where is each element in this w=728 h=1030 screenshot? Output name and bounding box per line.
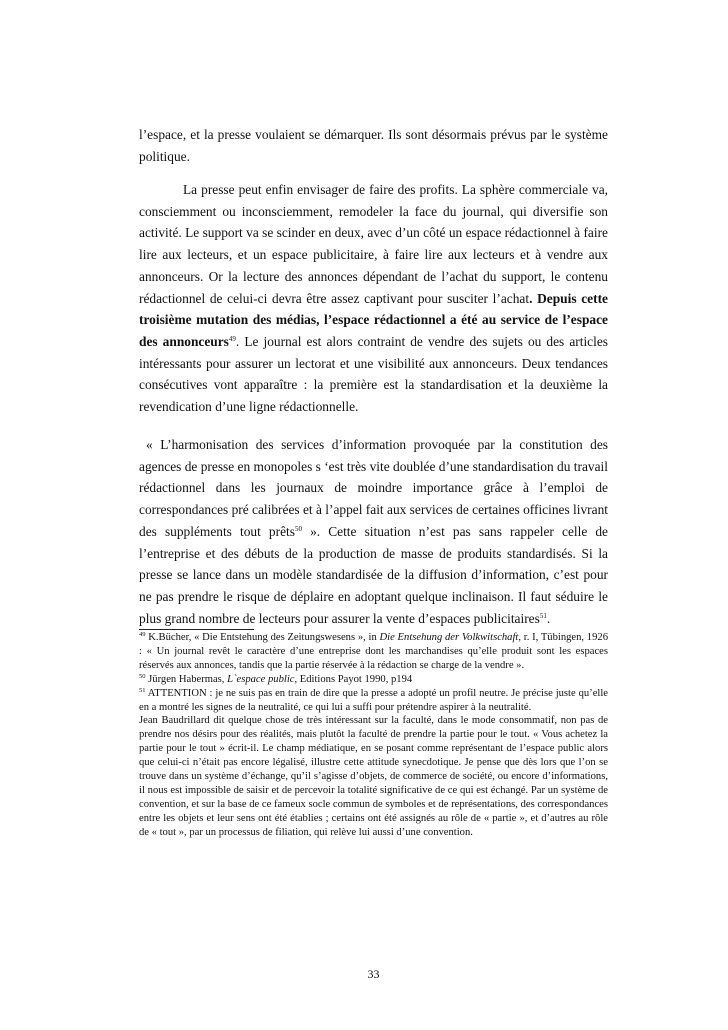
footnote-ref-50: 50 [294,524,302,533]
footnote-50-rest: , Editions Payot 1990, p194 [294,673,413,685]
footnote-51-continued: Jean Baudrillard dit quelque chose de très intéressant sur la faculté, dans le mode consommatif, non pas de prendre nos désirs pour des réalités, mais plutôt la faculté de prendre la partie pour le tout. « Vous achetez la partie pour le tout » écrit-il. Le champ médiatique, en se posant comme représentant de l’espace public alors que celui-ci n’était pas encore légalisé, illustre cette attitude synecdotique. Je pense que dès lors que l’on se trouve dans un système d’échange, qu’il s’agisse d’objets, de commerce de société, ou encore d’informations, il nous est impossible de saisir et de percevoir la totalité significative de ce qui est échangé. Par un système de convention, et sur la base de ce fameux socle commun de symboles et de représentations, des correspondances entre les objets et leur sens ont été établies ; certains ont été assignés au rôle de « partie », et d’autres au rôle de « tout », par un processus de filiation, qui relève lui aussi d’une convention. [139,715,608,838]
paragraph-3 [139,434,608,629]
footnote-49-title: Die Entsehung der Volkwitschaft [379,632,519,643]
paragraph-1: l’espace, et la presse voulaient se démarquer. Ils sont désormais prévus par le système politique. [139,127,608,164]
footnote-49-rest: , r. I, Tübingen, 1926 : « Un journal revêt le caractère d’une entreprise dont les marchandises qu’elle produit sont les espaces réservés aux annonces, tandis que la partie réservée à la rédaction se charge de la vendre ». [139,632,608,671]
footnote-51-number: 51 [139,686,146,694]
footnote-50-title: L`espace public [227,673,295,685]
footnote-separator [139,629,254,630]
footnote-51-text: ATTENTION : je ne suis pas en train de dire que la presse a adopté un profil neutre. Je précise juste qu’elle en a montré les signes de la neutralité, ce qui lui a suffi pour prétendre aspirer à la neutralité. [139,687,608,713]
paragraph-2 [139,179,608,418]
footnote-50-text: Jürgen Habermas, [145,673,228,685]
page-number: 33 [367,967,380,981]
paragraph-2-after: . Le journal est alors contraint de vendre des sujets ou des articles intéressants pour assurer un lectorat et une visibilité aux annonceurs. Deux tendances consécutives vont apparaître : la première est la standardisation et la deuxième la revendication d’une ligne rédactionnelle. [139,333,608,415]
footnote-49-number: 49 [139,631,146,638]
paragraph-3-end: . [546,610,551,626]
footnote-ref-51: 51 [539,611,547,620]
footnote-ref-49: 49 [228,334,236,343]
paragraph-3-middle: ». Cette situation n’est pas sans rappeler celle de l’entreprise et des débuts de la production de masse de produits standardisés. Si la presse se lance dans un modèle standardisée de la diffusion d’information, c’est pour ne pas prendre le risque de déplaire en adoptant quelque inclinaison. Il faut séduire le plus grand nombre de lecteurs pour assurer la vente d’espaces publicitaires [139,523,609,626]
footnote-50 [139,673,608,687]
paragraph-2-text: La presse peut enfin envisager de faire des profits. La sphère commerciale va, consciemment ou inconsciemment, remodeler la face du journal, qui diversifie son activité. Le support va se scinder en deux, avec d’un côté un espace rédactionnel à faire lire aux lecteurs, et un espace publicitaire, à faire lire aux lecteurs et à vendre aux annonceurs. Or la lecture des annonces dépendant de l’achat du support, le contenu rédactionnel de celui-ci devra être assez captivant pour susciter l’achat [139,182,608,306]
paragraph-2-bold: . Depuis cette troisième mutation des médias, l’espace rédactionnel a été au service de l’espace des annonceurs [139,290,608,349]
footnote-51 [139,687,608,715]
footnotes [139,631,608,840]
footnote-50-number: 50 [139,672,146,680]
paragraph-3-text: « L’harmonisation des services d’information provoquée par la constitution des agences de presse en monopoles s ‘est très vite doublée d’une standardisation du travail rédactionnel dans les journaux de moindre importance grâce à l’emploi de correspondances pré calibrées et à l’appel fait aux services de certaines officines livrant des suppléments tout prêts [139,437,608,539]
footnote-49-text: K.Bücher, « Die Entstehung des Zeitungswesens », in [145,632,380,643]
footnote-49 [139,631,608,673]
